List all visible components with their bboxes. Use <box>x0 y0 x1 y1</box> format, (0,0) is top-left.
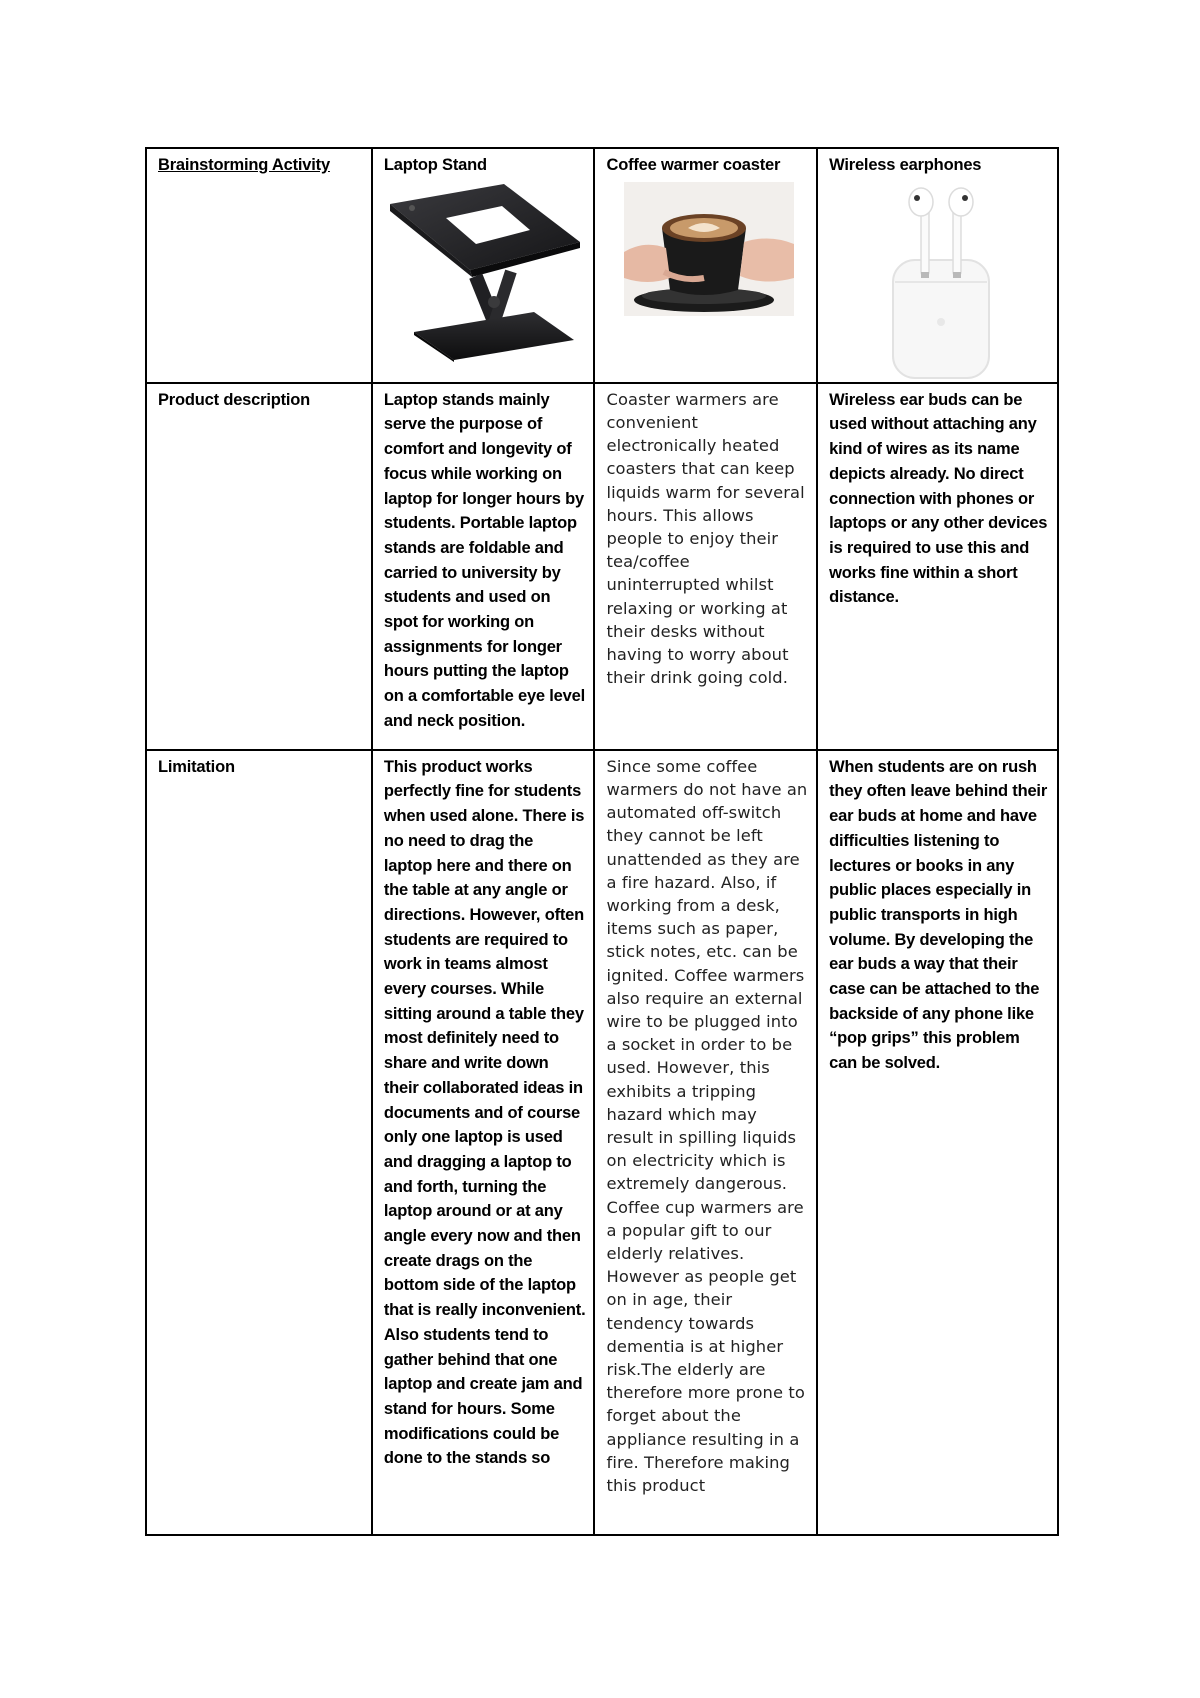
header-laptop-stand-label: Laptop Stand <box>383 156 487 174</box>
laptop-description-cell <box>372 383 595 750</box>
coffee-limitation-text: Since some coffee warmers do not have an automated off-switch they cannot be left unattended as they are a fire hazard. Also, if working from a desk, items such as paper, stick notes, etc. can be ignited. Coffee warmers also require an external wire to be plugged into a socket in order to be used. However, this exhibits a tripping hazard which may result in spilling liquids on electricity which is extremely dangerous. Coffee cup warmers are a popular gift to our elderly relatives. However as people get on in age, their tendency towards dementia is at higher risk.The elderly are therefore more prone to forget about the appliance resulting in a fire. Therefore making this product <box>606 756 808 1495</box>
limitation-row-label: Limitation <box>158 757 235 776</box>
coffee-limitation-cell <box>594 750 817 1535</box>
coffee-warmer-image <box>606 182 808 316</box>
wireless-earphones-image <box>829 182 1049 382</box>
laptop-stand-image <box>384 182 586 362</box>
description-row-label: Product description <box>158 390 311 409</box>
coffee-description-text: Coaster warmers are convenient electronically heated coasters that can keep liquids warm for several hours. This allows people to enjoy their tea/coffee uninterrupted whilst relaxing or working at their desks without having to worry about their drink going cold. <box>606 389 805 688</box>
laptop-description-text: Laptop stands mainly serve the purpose of comfort and longevity of focus while working on laptop for longer hours by students. Portable laptop stands are foldable and carried to university by students and used on spot for working on assignments for longer hours putting the laptop on a comfortable eye level and neck position. <box>383 390 585 730</box>
description-row <box>146 383 1058 750</box>
header-row <box>146 148 1058 383</box>
limitation-row <box>146 750 1058 1535</box>
earphones-description-text: Wireless ear buds can be used without attaching any kind of wires as its name depicts already. No direct connection with phones or laptops or any other devices is required to use this and works fine within a short distance. <box>829 390 1048 607</box>
earphones-limitation-text: When students are on rush they often leave behind their ear buds at home and have difficulties listening to lectures or books in any public places especially in public transports in high volume. By developing the ear buds a way that their case can be attached to the backside of any phone like “pop grips” this problem can be solved. <box>829 757 1048 1073</box>
earphones-description-cell <box>817 383 1058 750</box>
header-cell-wireless-earphones <box>817 148 1058 383</box>
header-wireless-earphones-label: Wireless earphones <box>829 156 982 174</box>
laptop-limitation-cell <box>372 750 595 1535</box>
description-label-cell <box>146 383 372 750</box>
header-activity-label: Brainstorming Activity <box>158 156 330 174</box>
header-cell-activity <box>146 148 372 383</box>
coffee-description-cell <box>594 383 817 750</box>
laptop-limitation-text: This product works perfectly fine for students when used alone. There is no need to drag the laptop here and there on the table at any angle or directions. However, often students are required to work in teams almost every courses. While sitting around a table they most definitely need to share and write down their collaborated ideas in documents and of course only one laptop is used and dragging a laptop to and forth, turning the laptop around or at any angle every now and then create drags on the bottom side of the laptop that is really inconvenient. Also students tend to gather behind that one laptop and create jam and stand for hours. Some modifications could be done to the stands so <box>383 757 586 1468</box>
header-cell-laptop-stand <box>372 148 595 383</box>
brainstorming-table <box>145 147 1059 1536</box>
header-cell-coffee-warmer <box>594 148 817 383</box>
earphones-limitation-cell <box>817 750 1058 1535</box>
header-coffee-warmer-label: Coffee warmer coaster <box>606 156 781 174</box>
limitation-label-cell <box>146 750 372 1535</box>
